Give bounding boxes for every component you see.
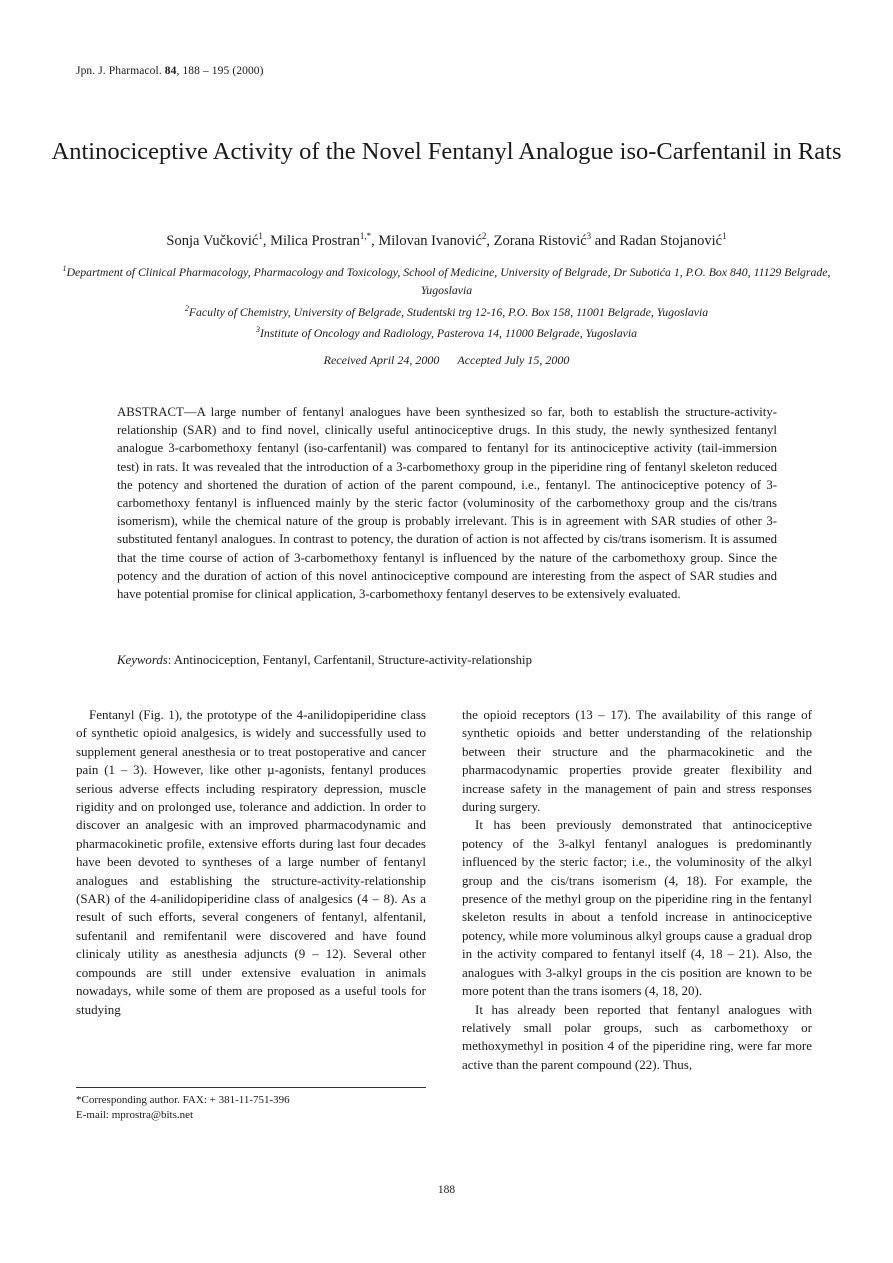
author-list: Sonja Vučković$^1$, Milica Prostran$^{1,*}$, Milovan Ivanović$^2$, Zorana Ristović$^3$ and Radan Stojanović$^1$ [166, 231, 727, 249]
affiliation-mark: 1 [62, 264, 67, 273]
author-name: Milica Prostran [270, 232, 360, 249]
body-paragraph: Fentanyl (Fig. 1), the prototype of the 4-anilidopiperidine class of synthetic opioid analgesics, is widely and successfully used to supplement general anesthesia or to treat postoperative and cancer pain (1 – 3). However, like other µ-agonists, fentanyl produces serious adverse effects including respiratory depression, muscle rigidity and on prolonged use, tolerance and addiction. In order to discover an analgesic with an improved pharmacodynamic and pharmacokinetic profile, extensive efforts during last four decades have been devoted to syntheses of a large number of fentanyl analogues and establishing the structure-activity-relationship (SAR) of the 4-anilidopiperidine class of analgesics (4 – 8). As a result of such efforts, several congeners of fentanyl, alfentanil, sufentanil and remifentanil were discovered and have found clinicaly utility as anesthesia adjuncts (9 – 12). Several other compounds are still under extensive evaluation in animals nowadays, while some of them are proposed as a useful tools for studying [76, 707, 426, 1017]
author-affiliation-mark: 1 [258, 231, 263, 241]
affiliation [60, 300, 833, 321]
affiliation-text: Faculty of Chemistry, University of Belgrade, Studentski trg 12-16, P.O. Box 158, 11001 Belgrade, Yugoslavia [188, 304, 709, 319]
body-paragraph: It has been previously demonstrated that antinociceptive potency of the 3-alkyl fentanyl analogues is predominantly influenced by the steric factor; i.e., the voluminosity of the alkyl group and the cis/trans isomerism (4, 18). For example, the presence of the methyl group on the piperidine ring in the fentanyl skeleton results in about a tenfold increase in antinociceptive potency, while more voluminous alkyl groups cause a gradual drop in the activity compared to fentanyl itself (4, 18 – 21). Also, the analogues with 3-alkyl groups in the cis position are known to be more potent than the trans isomers (4, 18, 20). [462, 817, 812, 999]
author-name: Sonja Vučković [166, 232, 259, 249]
affiliation-list [60, 260, 833, 343]
page-number: 188 [437, 1184, 456, 1196]
journal-pages: , 188 – 195 (2000) [176, 65, 264, 77]
affiliation [60, 260, 833, 300]
body-paragraph: the opioid receptors (13 – 17). The availability of this range of synthetic opioids and better understanding of the relationship between their structure and the pharmacokinetic and the pharmacodynamic properties provide greater flexibility and increase safety in the management of pain and stress responses during surgery. [462, 707, 812, 815]
body-column-left [76, 706, 426, 1019]
affiliation [60, 321, 833, 342]
journal-volume: 84 [164, 65, 177, 77]
received-date: Received April 24, 2000 [323, 353, 440, 367]
keywords-label: Keywords [117, 653, 168, 667]
affiliation-mark: 3 [255, 325, 260, 335]
author-name: Radan Stojanović [619, 232, 723, 249]
author-affiliation-mark: 1 [722, 231, 727, 241]
keywords-text: : Antinociception, Fentanyl, Carfentanil, Structure-activity-relationship [167, 653, 532, 667]
submission-dates [40, 353, 853, 368]
abstract: ABSTRACT—A large number of fentanyl analogues have been synthesized so far, both to establish the structure-activity-relationship (SAR) and to find novel, clinically useful antinociceptive drugs. In this study, the newly synthesized fentanyl analogue 3-carbomethoxy fentanyl (iso-carfentanil) was compared to fentanyl for its antinociceptive activity (tail-immersion test) in rats. It was revealed that the introduction of a 3-carbomethoxy group in the piperidine ring of fentanyl skeleton reduced the potency and shortened the duration of action of the parent compound, i.e., fentanyl. The antinociceptive potency of 3-carbomethoxy fentanyl is influenced mainly by the steric factor (voluminosity of the carbomethoxy group and the cis/trans isomerism), while the chemical nature of the group is probably irrelevant. This is in agreement with SAR studies of other 3-substituted fentanyl analogues. In contrast to potency, the duration of action is not affected by cis/trans isomerism. It is assumed that the time course of action of 3-carbomethoxy fentanyl is influenced by the nature of the carbomethoxy group. Since the potency and the duration of action of this novel antinociceptive compound are interesting from the aspect of SAR studies and have potential promise for clinical application, 3-carbomethoxy fentanyl deserves to be extensively evaluated. [117, 405, 777, 602]
body-paragraph: It has already been reported that fentanyl analogues with relatively small polar groups, such as carbomethoxy or methoxymethyl in position 4 of the piperidine ring, were far more active than the parent compound (22). Thus, [462, 1001, 812, 1072]
body-column-right [462, 706, 812, 1074]
author-name: Zorana Ristović [493, 232, 587, 249]
article-title: Antinociceptive Activity of the Novel Fentanyl Analogue iso-Carfentanil in Rats [51, 138, 842, 165]
author-name: Milovan Ivanović [378, 232, 482, 249]
corresponding-author-note: *Corresponding author. FAX: + 381-11-751-396 [76, 1094, 290, 1106]
author-affiliation-mark: 1,* [359, 231, 372, 241]
keywords [117, 653, 777, 668]
footnote-divider [76, 1087, 426, 1088]
footnote [76, 1093, 436, 1123]
journal-name: Jpn. J. Pharmacol. [76, 65, 162, 77]
accepted-date: Accepted July 15, 2000 [457, 353, 570, 367]
author-affiliation-mark: 3 [586, 231, 592, 241]
email-note: E-mail: mprostra@bits.net [76, 1109, 194, 1121]
journal-reference [76, 65, 264, 77]
affiliation-mark: 2 [184, 303, 189, 313]
affiliation-text: Institute of Oncology and Radiology, Pasterova 14, 11000 Belgrade, Yugoslavia [259, 326, 638, 341]
author-affiliation-mark: 2 [481, 231, 487, 241]
affiliation-text: Department of Clinical Pharmacology, Pharmacology and Toxicology, School of Medicine, University of Belgrade, Dr Subotića 1, P.O. Box 840, 11129 Belgrade, Yugoslavia [66, 264, 831, 298]
